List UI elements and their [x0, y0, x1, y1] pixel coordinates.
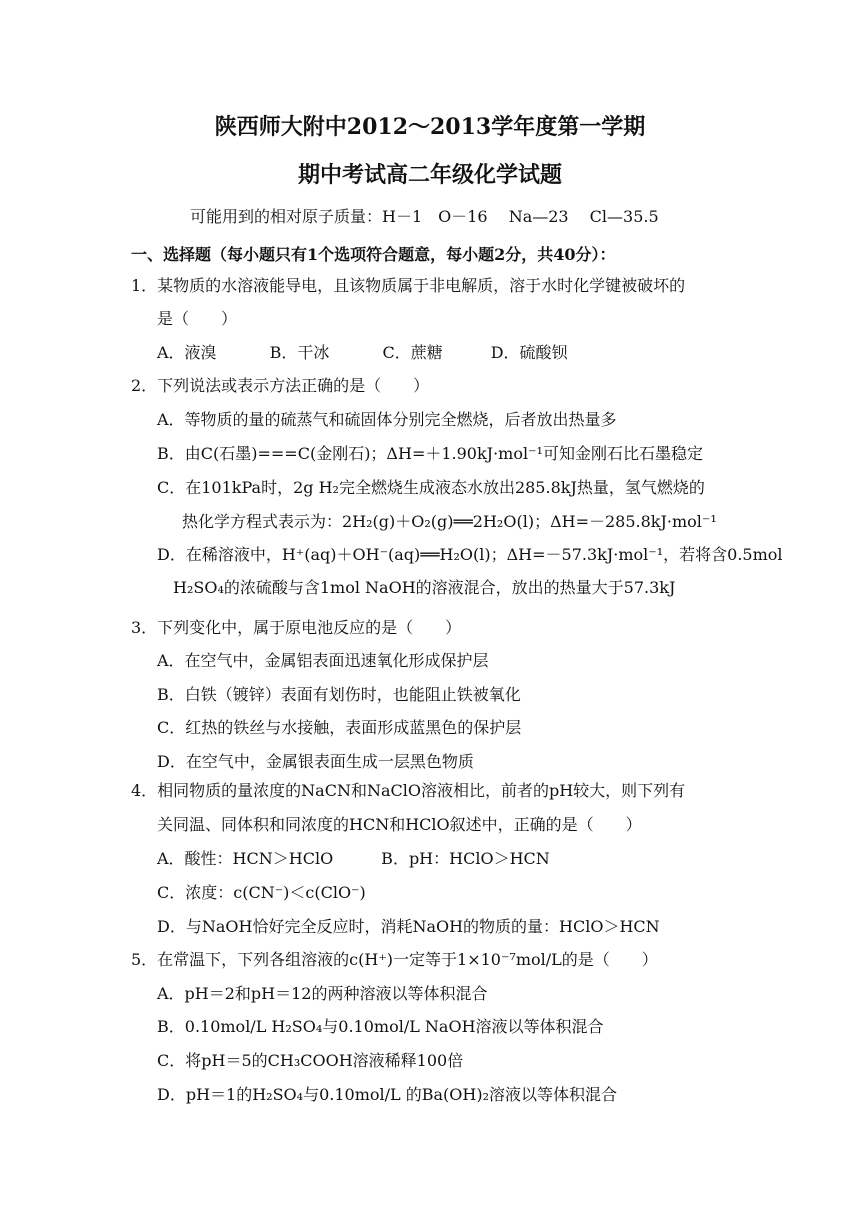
question-2-option-d: D．在稀溶液中，H⁺(aq)＋OH⁻(aq)══H₂O(l)；ΔH=－57.3kJ·mol⁻¹，若将含0.5mol	[157, 545, 783, 564]
question-2-option-a: A．等物质的量的硫蒸气和硫固体分别完全燃烧，后者放出热量多	[157, 410, 617, 429]
section-heading: 一、选择题（每小题只有1个选项符合题意，每小题2分，共40分）：	[131, 245, 616, 264]
exam-title-line2: 期中考试高二年级化学试题	[297, 162, 562, 188]
question-1-stem-cont: 是（ ）	[157, 309, 238, 328]
question-5-option-c: C．将pH＝5的CH₃COOH溶液稀释100倍	[157, 1051, 464, 1070]
question-1-stem: 1．某物质的水溶液能导电，且该物质属于非电解质，溶于水时化学键被破坏的	[131, 276, 686, 295]
question-3-option-c: C．红热的铁丝与水接触，表面形成蓝黑色的保护层	[157, 718, 522, 737]
question-5-option-d: D．pH＝1的H₂SO₄与0.10mol/L 的Ba(OH)₂溶液以等体积混合	[157, 1085, 617, 1104]
question-4-option-d: D．与NaOH恰好完全反应时，消耗NaOH的物质的量：HClO＞HCN	[157, 917, 660, 936]
exam-title-line1: 陕西师大附中2012～2013学年度第一学期	[214, 114, 646, 140]
question-4-option-c: C．浓度：c(CN⁻)＜c(ClO⁻)	[157, 883, 366, 902]
question-4-stem: 4．相同物质的量浓度的NaCN和NaClO溶液相比，前者的pH较大，则下列有	[131, 781, 686, 800]
atomic-masses: 可能用到的相对原子质量：H－1 O－16 Na—23 Cl—35.5	[190, 207, 659, 226]
question-2-option-c: C．在101kPa时，2g H₂完全燃烧生成液态水放出285.8kJ热量，氢气燃烧的	[157, 478, 705, 497]
question-2-option-c-cont: 热化学方程式表示为：2H₂(g)＋O₂(g)══2H₂O(l)；ΔH=－285.8kJ·mol⁻¹	[182, 512, 717, 531]
question-2-stem: 2．下列说法或表示方法正确的是（ ）	[131, 376, 430, 395]
question-5-option-b: B．0.10mol/L H₂SO₄与0.10mol/L NaOH溶液以等体积混合	[157, 1017, 604, 1036]
question-2-option-b: B．由C(石墨)===C(金刚石)；ΔH=＋1.90kJ·mol⁻¹可知金刚石比石墨稳定	[157, 444, 703, 463]
question-4-stem-cont: 关同温、同体积和同浓度的HCN和HClO叙述中，正确的是（ ）	[157, 815, 642, 834]
question-1-options: A．液溴 B．干冰 C．蔗糖 D．硫酸钡	[157, 343, 568, 362]
question-3-option-b: B．白铁（镀锌）表面有划伤时，也能阻止铁被氧化	[157, 685, 521, 704]
question-5-option-a: A．pH＝2和pH＝12的两种溶液以等体积混合	[157, 984, 488, 1003]
question-3-stem: 3．下列变化中，属于原电池反应的是（ ）	[131, 618, 462, 637]
question-3-option-d: D．在空气中，金属银表面生成一层黑色物质	[157, 752, 474, 771]
question-2-option-d-cont: H₂SO₄的浓硫酸与含1mol NaOH的溶液混合，放出的热量大于57.3kJ	[173, 578, 676, 597]
question-3-option-a: A．在空气中，金属铝表面迅速氧化形成保护层	[157, 651, 489, 670]
question-5-stem: 5．在常温下，下列各组溶液的c(H⁺)一定等于1×10⁻⁷mol/L的是（ ）	[131, 950, 658, 969]
question-4-options-ab: A．酸性：HCN＞HClO B．pH：HClO＞HCN	[157, 849, 550, 868]
